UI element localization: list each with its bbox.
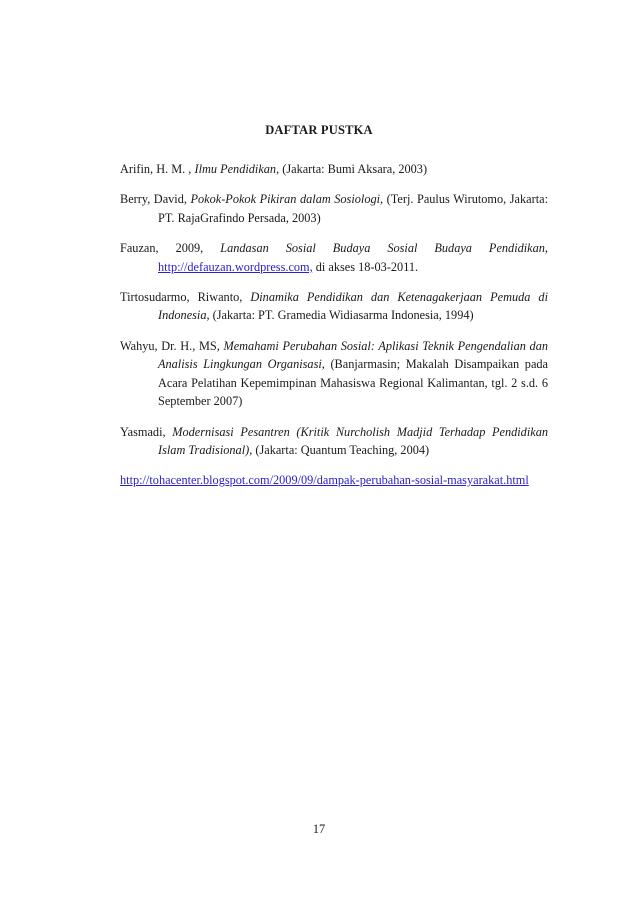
- reference-list: [120, 160, 548, 501]
- reference-title: Ilmu Pendidikan: [194, 162, 277, 176]
- reference-details: di akses 18-03-2011.: [312, 259, 419, 274]
- reference-title: Dinamika Pendidikan dan Ketenagakerjaan Pemuda di Indonesia: [158, 289, 548, 323]
- reference-title: Modernisasi Pesantren (Kritik Nurcholish Madjid Terhadap Pendidikan Islam Tradisional): [158, 424, 548, 458]
- reference-author: Berry, David,: [120, 192, 191, 207]
- reference-author: Fauzan, 2009,: [120, 240, 221, 255]
- page-title: DAFTAR PUSTKA: [265, 123, 373, 137]
- reference-title: Landasan Sosial Budaya Sosial Budaya Pendidikan,: [220, 240, 549, 255]
- reference-title: Memahami Perubahan Sosial: Aplikasi Teknik Pengendalian dan Analisis Lingkungan Organisasi,: [158, 338, 548, 372]
- reference-link[interactable]: http://tohacenter.blogspot.com/2009/09/dampak-perubahan-sosial-masyarakat.html: [120, 473, 529, 488]
- reference-details: , (Jakarta: Quantum Teaching, 2004): [249, 443, 430, 458]
- reference-item: [120, 239, 548, 276]
- reference-details: , (Jakarta: PT. Gramedia Widiasarma Indonesia, 1994): [206, 308, 474, 323]
- reference-author: Yasmadi,: [120, 424, 173, 439]
- reference-item: [120, 471, 548, 490]
- reference-author: Wahyu, Dr. H., MS,: [120, 338, 224, 353]
- reference-item: [120, 190, 548, 227]
- reference-item: [120, 423, 548, 460]
- reference-item: [120, 288, 548, 325]
- reference-item: [120, 337, 548, 411]
- reference-link[interactable]: http://defauzan.wordpress.com,: [158, 259, 313, 274]
- reference-item: [120, 160, 548, 179]
- reference-details: , (Terj. Paulus Wirutomo, Jakarta: PT. RajaGrafindo Persada, 2003): [158, 192, 548, 225]
- reference-details: (Banjarmasin; Makalah Disampaikan pada Acara Pelatihan Kepemimpinan Mahasiswa Regional Kalimantan, tgl. 2 s.d. 6 September 2007): [158, 357, 549, 409]
- page-number: 17: [312, 822, 326, 836]
- reference-details: , (Jakarta: Bumi Aksara, 2003): [276, 162, 428, 176]
- reference-author: Arifin, H. M. ,: [120, 162, 195, 176]
- reference-author: Tirtosudarmo, Riwanto,: [120, 289, 251, 304]
- reference-title: Pokok-Pokok Pikiran dalam Sosiologi: [190, 192, 381, 207]
